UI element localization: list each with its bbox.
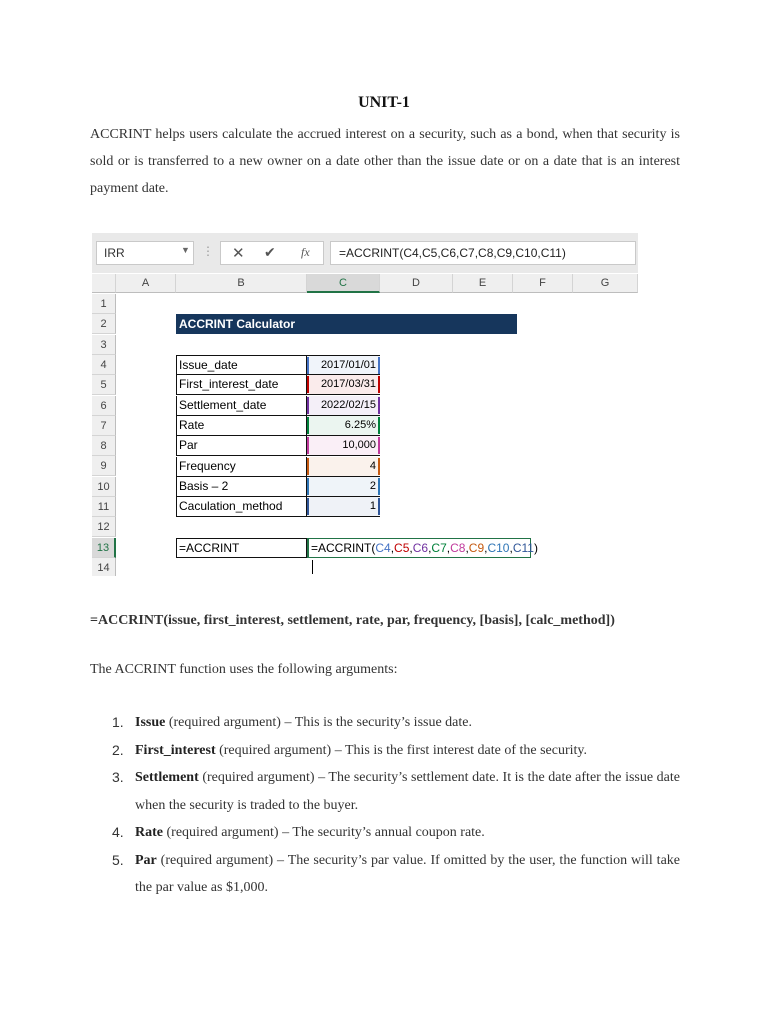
insert-function-icon[interactable]: fx <box>301 245 310 259</box>
cancel-icon[interactable]: ✕ <box>232 245 245 262</box>
row-header-3[interactable]: 3 <box>92 335 116 355</box>
list-item <box>90 764 680 819</box>
argument-desc: (required argument) – The security’s annual coupon rate. <box>163 825 485 840</box>
column-header-b[interactable]: B <box>176 274 307 293</box>
table-cell-value: 6.25% <box>344 418 376 431</box>
formula-bar-area <box>92 233 638 273</box>
range-highlight-left <box>307 397 309 414</box>
arguments-list <box>90 709 680 902</box>
table-row-value[interactable] <box>307 416 380 436</box>
range-highlight-left <box>307 417 309 434</box>
argument-desc: (required argument) – This is the first interest date of the security. <box>215 742 588 758</box>
table-row-value[interactable] <box>307 436 380 456</box>
name-box-value: IRR <box>104 246 125 260</box>
table-cell-value: 2022/02/15 <box>320 398 376 411</box>
formula-arg: C9 <box>468 541 485 555</box>
row-header-7[interactable]: 7 <box>92 416 116 436</box>
table-row-label[interactable]: Frequency <box>176 457 307 477</box>
table-row-label[interactable]: Basis – 2 <box>176 477 307 497</box>
text-cursor <box>312 560 313 574</box>
calculator-banner: ACCRINT Calculator <box>176 314 517 334</box>
list-item <box>90 737 680 765</box>
column-header-a[interactable]: A <box>116 274 176 293</box>
drag-handle-icon[interactable]: ⋮ <box>202 244 214 258</box>
table-cell-value: 4 <box>369 459 376 472</box>
select-all-corner[interactable] <box>92 274 116 293</box>
row-header-5[interactable]: 5 <box>92 375 116 395</box>
argument-name: Par <box>135 852 157 868</box>
table-cell-value: 10,000 <box>342 439 376 452</box>
range-highlight-left <box>307 478 309 495</box>
table-row-label[interactable]: Issue_date <box>176 355 307 375</box>
row-header-1[interactable]: 1 <box>92 294 116 314</box>
column-header-f[interactable]: F <box>513 274 573 293</box>
formula-buttons <box>220 241 324 265</box>
list-number: 1. <box>112 714 124 730</box>
argument-name: Issue <box>135 715 166 730</box>
list-number: 5. <box>112 851 124 868</box>
chevron-down-icon[interactable]: ▼ <box>181 245 190 255</box>
table-row-label[interactable]: Rate <box>176 416 307 436</box>
range-highlight-left <box>307 437 309 454</box>
formula-suffix: ) <box>533 541 538 555</box>
intro-paragraph: ACCRINT helps users calculate the accrued interest on a security, such as a bond, when that security is sold or is transferred to a new owner on a date other than the issue date or on a date that is an interest payment date. <box>90 127 680 196</box>
row-header-14[interactable]: 14 <box>92 558 116 576</box>
table-row-label[interactable]: Settlement_date <box>176 396 307 416</box>
function-syntax: =ACCRINT(issue, first_interest, settlement, rate, par, frequency, [basis], [calc_method]) <box>90 613 615 628</box>
formula-arg: C11 <box>512 541 534 555</box>
column-header-g[interactable]: G <box>573 274 638 293</box>
argument-desc: (required argument) – This is the security’s issue date. <box>165 715 472 730</box>
range-highlight-right <box>378 417 380 434</box>
range-highlight-right <box>378 458 380 475</box>
table-row-value[interactable] <box>307 497 380 517</box>
table-row-label[interactable]: Par <box>176 436 307 456</box>
row-header-13[interactable]: 13 <box>92 538 116 558</box>
table-row-value[interactable] <box>307 457 380 477</box>
row-header-9[interactable]: 9 <box>92 456 116 476</box>
range-highlight-left <box>307 458 309 475</box>
table-row-label[interactable]: First_interest_date <box>176 375 307 395</box>
column-header-e[interactable]: E <box>453 274 513 293</box>
column-header-c[interactable]: C <box>307 274 380 293</box>
formula-text: =ACCRINT(C4,C5,C6,C7,C8,C9,C10,C11) <box>339 246 566 260</box>
table-row-value[interactable] <box>307 396 380 416</box>
table-cell-value: 2017/01/01 <box>320 359 376 371</box>
argument-desc: (required argument) – The security’s settlement date. It is the date after the issue date when the security is traded to the buyer. <box>135 770 680 813</box>
formula-arg: C10 <box>487 541 510 555</box>
argument-desc: (required argument) – The security’s par value. If omitted by the user, the function will take the par value as $1,000. <box>135 852 680 895</box>
page-title: UNIT-1 <box>358 94 410 111</box>
row-header-12[interactable]: 12 <box>92 517 116 537</box>
range-highlight-right <box>378 376 380 393</box>
list-number: 3. <box>112 769 124 785</box>
row-header-10[interactable]: 10 <box>92 477 116 497</box>
list-item <box>90 847 680 902</box>
row-header-6[interactable]: 6 <box>92 396 116 416</box>
formula-arg: C6 <box>412 541 429 555</box>
row13-formula-cell[interactable]: =ACCRINT(C4,C5,C6,C7,C8,C9,C10,C11) <box>307 538 531 558</box>
argument-name: Settlement <box>135 770 199 785</box>
name-box[interactable] <box>96 241 194 265</box>
list-item <box>90 709 680 737</box>
formula-input[interactable] <box>330 241 636 265</box>
range-highlight-right <box>378 397 380 414</box>
range-highlight-right <box>378 357 380 374</box>
list-number: 2. <box>112 741 124 758</box>
formula-prefix: =ACCRINT( <box>311 541 376 555</box>
row-header-11[interactable]: 11 <box>92 497 116 517</box>
formula-arg: C7 <box>431 541 447 555</box>
range-highlight-left <box>307 376 309 393</box>
row-header-2[interactable]: 2 <box>92 314 116 334</box>
argument-name: Rate <box>135 825 163 840</box>
arguments-intro: The ACCRINT function uses the following arguments: <box>90 662 398 677</box>
range-highlight-left <box>307 357 309 374</box>
check-icon[interactable]: ✔ <box>264 244 276 260</box>
table-row-label[interactable]: Caculation_method <box>176 497 307 517</box>
list-item <box>90 819 680 847</box>
column-header-d[interactable]: D <box>380 274 453 293</box>
table-cell-value: 2 <box>369 479 376 492</box>
row-header-4[interactable]: 4 <box>92 355 116 375</box>
table-cell-value: 1 <box>369 500 376 513</box>
table-cell-value: 2017/03/31 <box>320 378 376 391</box>
table-row-value[interactable] <box>307 477 380 497</box>
formula-arg: C4 <box>375 541 391 555</box>
formula-arg: C8 <box>450 541 466 555</box>
row-header-8[interactable]: 8 <box>92 436 116 456</box>
spreadsheet-screenshot <box>92 233 638 576</box>
range-highlight-right <box>378 478 380 495</box>
formula-arg: C5 <box>394 541 410 555</box>
table-row-value[interactable] <box>307 375 380 395</box>
argument-name: First_interest <box>135 742 216 758</box>
range-highlight-right <box>378 498 380 515</box>
row13-label-cell[interactable]: =ACCRINT <box>176 538 307 558</box>
list-number: 4. <box>112 824 124 840</box>
range-highlight-right <box>378 437 380 454</box>
table-row-value[interactable] <box>307 355 380 375</box>
range-highlight-left <box>307 498 309 515</box>
